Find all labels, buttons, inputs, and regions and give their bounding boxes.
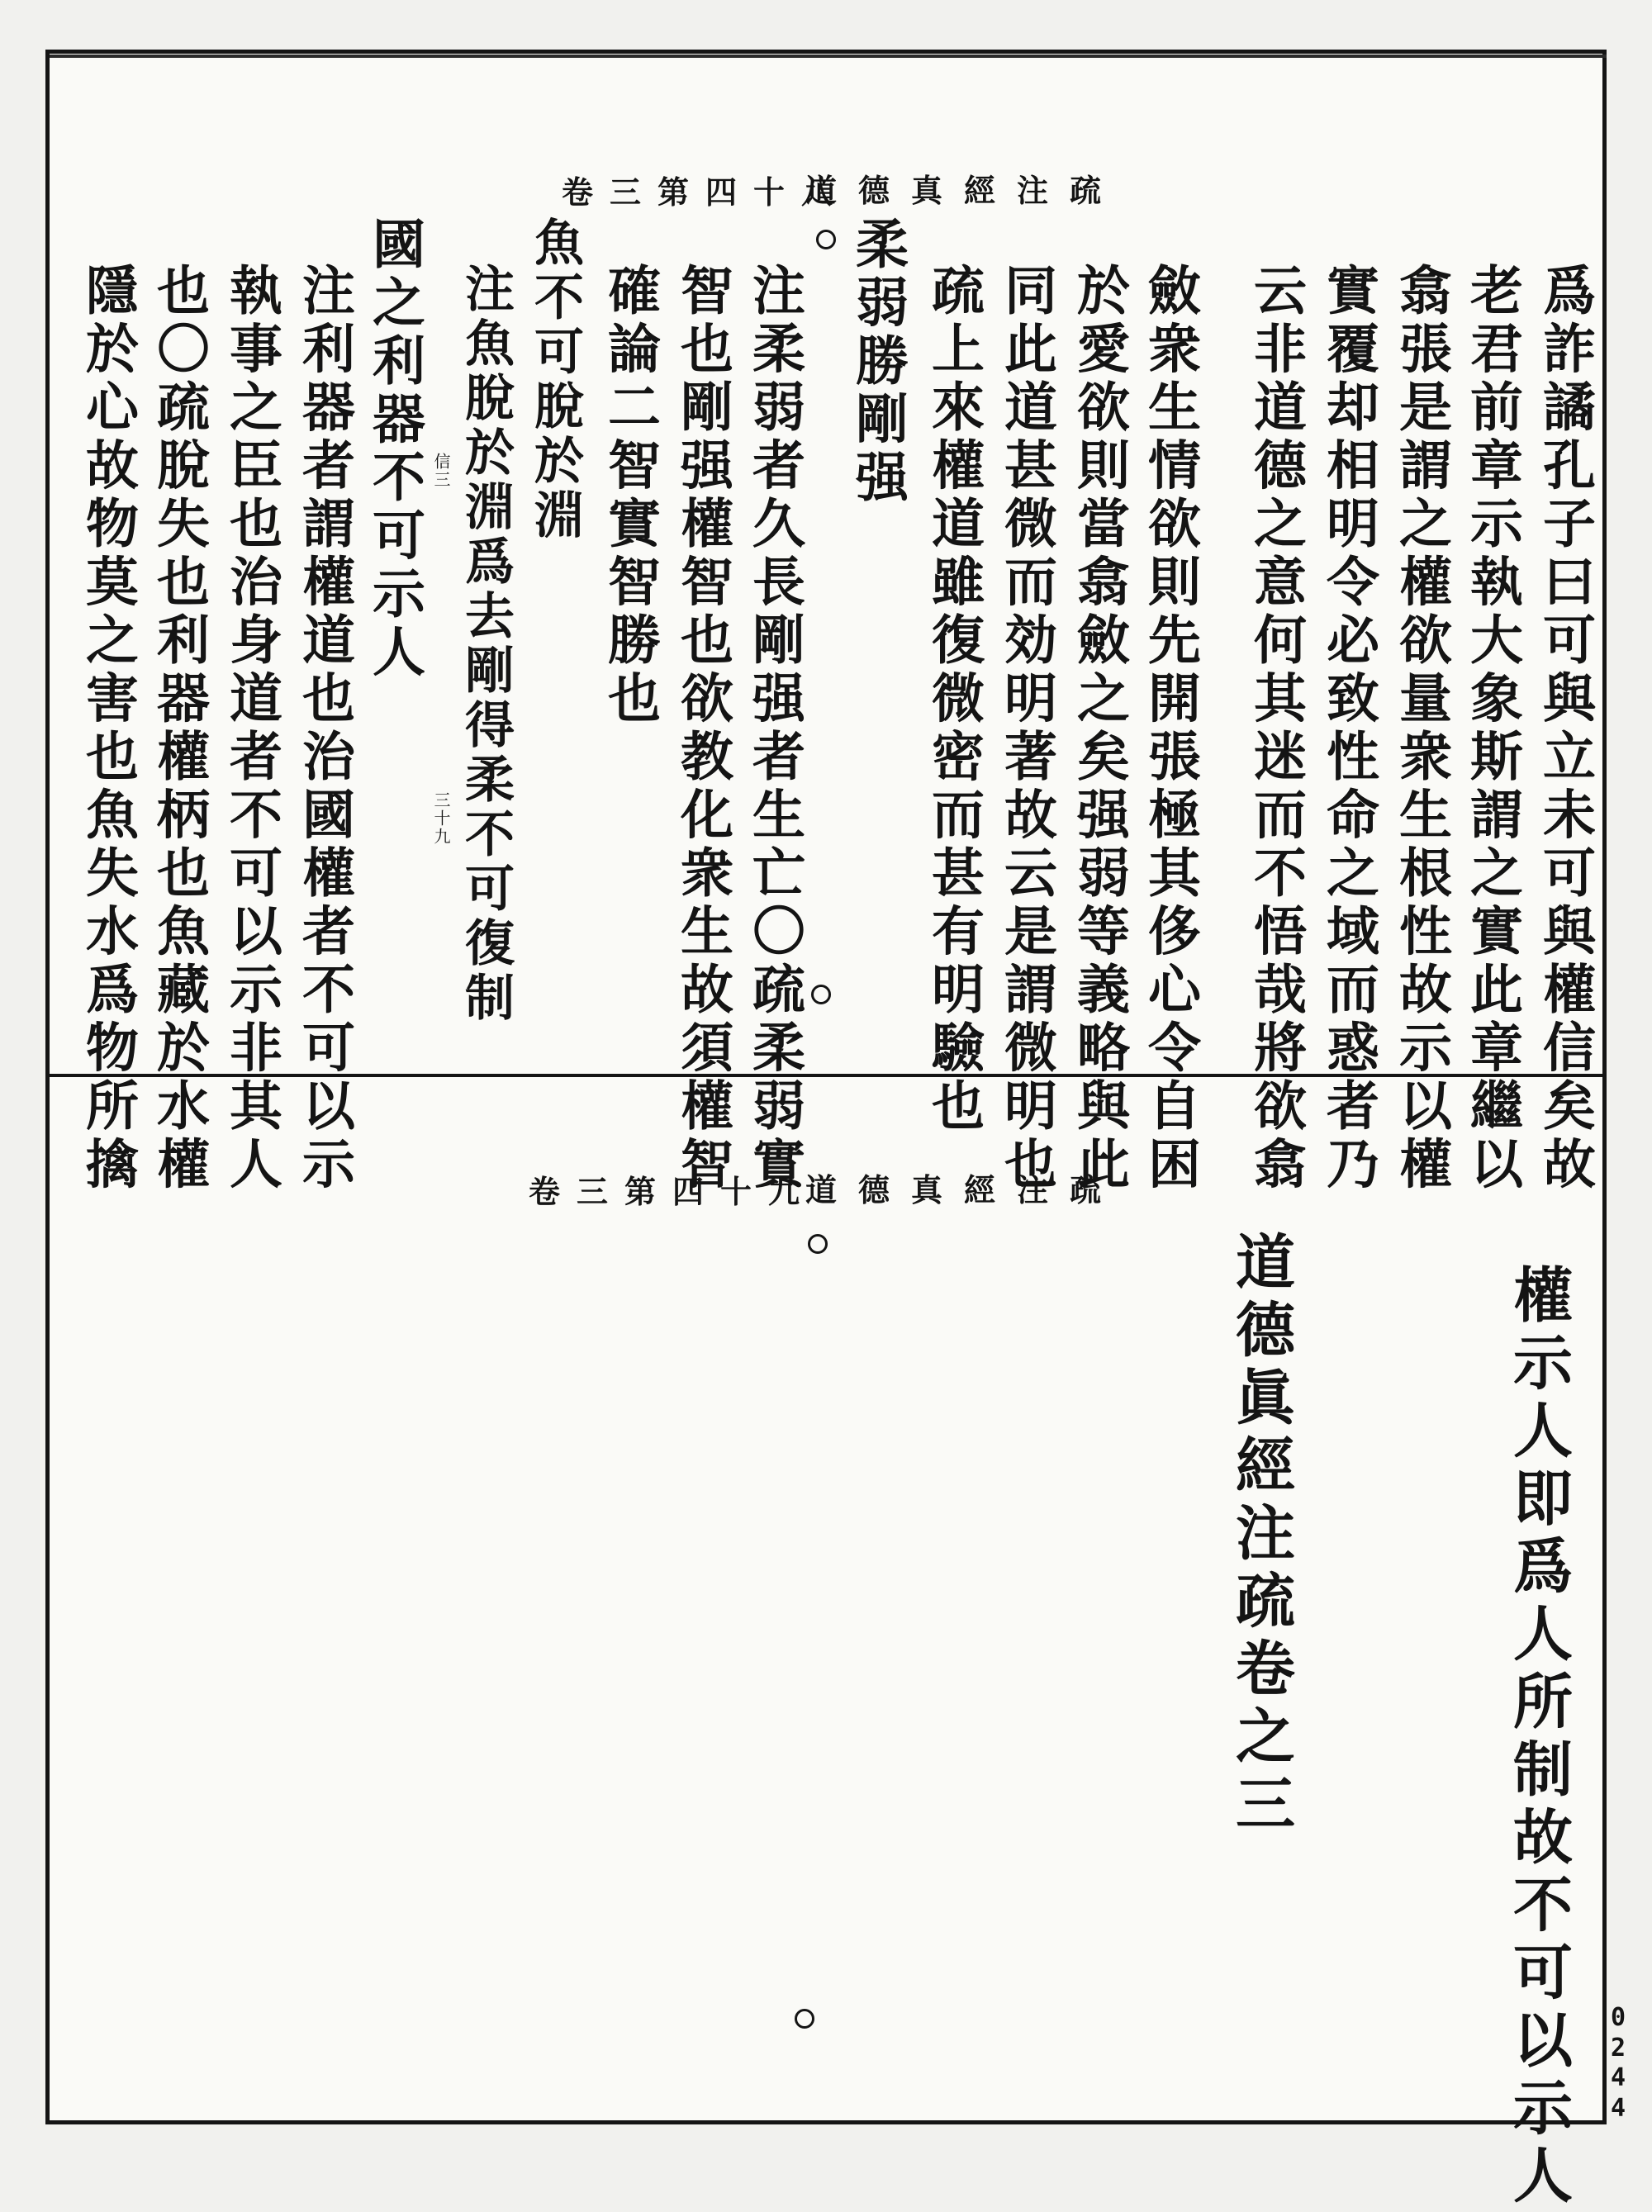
circle-mark <box>811 985 831 1004</box>
upper-column-8: 同此道甚微而効明著故云是謂微明也 <box>995 263 1057 1194</box>
upper-column-2: 老君前章示執大象斯謂之實此章繼以 <box>1461 263 1523 1194</box>
upper-column-10: 柔弱勝剛强 <box>847 216 909 508</box>
upper-column-16: 國之利器不可示人 <box>363 216 425 682</box>
upper-column-11: 注柔弱者久長剛强者生亡〇疏柔弱實 <box>743 263 805 1194</box>
upper-note-1: 信三 <box>431 453 451 489</box>
page-number-digit: 0 <box>1610 2003 1626 2032</box>
upper-column-20: 隱於心故物莫之害也魚失水爲物所擒 <box>77 263 139 1194</box>
circle-mark <box>795 2009 814 2029</box>
upper-column-4: 實覆却相明令必致性命之域而惑者乃 <box>1317 263 1379 1194</box>
upper-column-14: 魚不可脫於淵 <box>526 216 584 544</box>
page-number-digit: 4 <box>1610 2063 1626 2093</box>
upper-column-13: 確論二智實智勝也 <box>599 263 661 729</box>
upper-column-3: 翕張是謂之權欲量衆生根性故示以權 <box>1390 263 1452 1194</box>
upper-note-2: 三十九 <box>431 791 451 846</box>
page-number-digit: 2 <box>1610 2033 1626 2062</box>
upper-column-17: 注利器者謂權道也治國權者不可以示 <box>293 263 355 1194</box>
frame-shadow <box>50 55 1607 58</box>
upper-column-12: 智也剛强權智也欲教化衆生故須權智 <box>672 263 733 1194</box>
circle-mark <box>816 230 836 249</box>
upper-column-5: 云非道德之意何其迷而不悟哉將欲翕 <box>1245 263 1307 1194</box>
lower-running-title: 道德真經注疏 <box>805 1171 1123 1208</box>
upper-column-9: 疏上來權道雖復微密而甚有明驗也 <box>923 263 985 1137</box>
upper-running-title: 道德真經注疏 <box>805 172 1123 209</box>
page-number <box>1606 2003 1631 2124</box>
upper-column-15: 注魚脫於淵爲去剛得柔不可復制 <box>457 263 515 1026</box>
lower-column-1: 權示人即爲人所制故不可以示人 <box>1503 1264 1574 2212</box>
page-number-digit: 4 <box>1610 2093 1626 2123</box>
circle-mark <box>808 1234 828 1254</box>
lower-column-2: 道德眞經注疏卷之三 <box>1226 1231 1296 1840</box>
upper-column-19: 也〇疏脫失也利器權柄也魚藏於水權 <box>148 263 210 1194</box>
upper-page-index: 卷三第四十八 <box>562 173 850 211</box>
upper-column-7: 於愛欲則當翕斂之矣强弱等義略與此 <box>1068 263 1130 1194</box>
lower-page-index: 卷三第四十九 <box>529 1173 817 1210</box>
upper-column-18: 執事之臣也治身道者不可以示非其人 <box>221 263 282 1194</box>
upper-column-1: 爲詐譎孔子曰可與立未可與權信矣故 <box>1534 263 1596 1194</box>
upper-column-6: 斂衆生情欲則先開張極其侈心令自困 <box>1139 263 1201 1194</box>
